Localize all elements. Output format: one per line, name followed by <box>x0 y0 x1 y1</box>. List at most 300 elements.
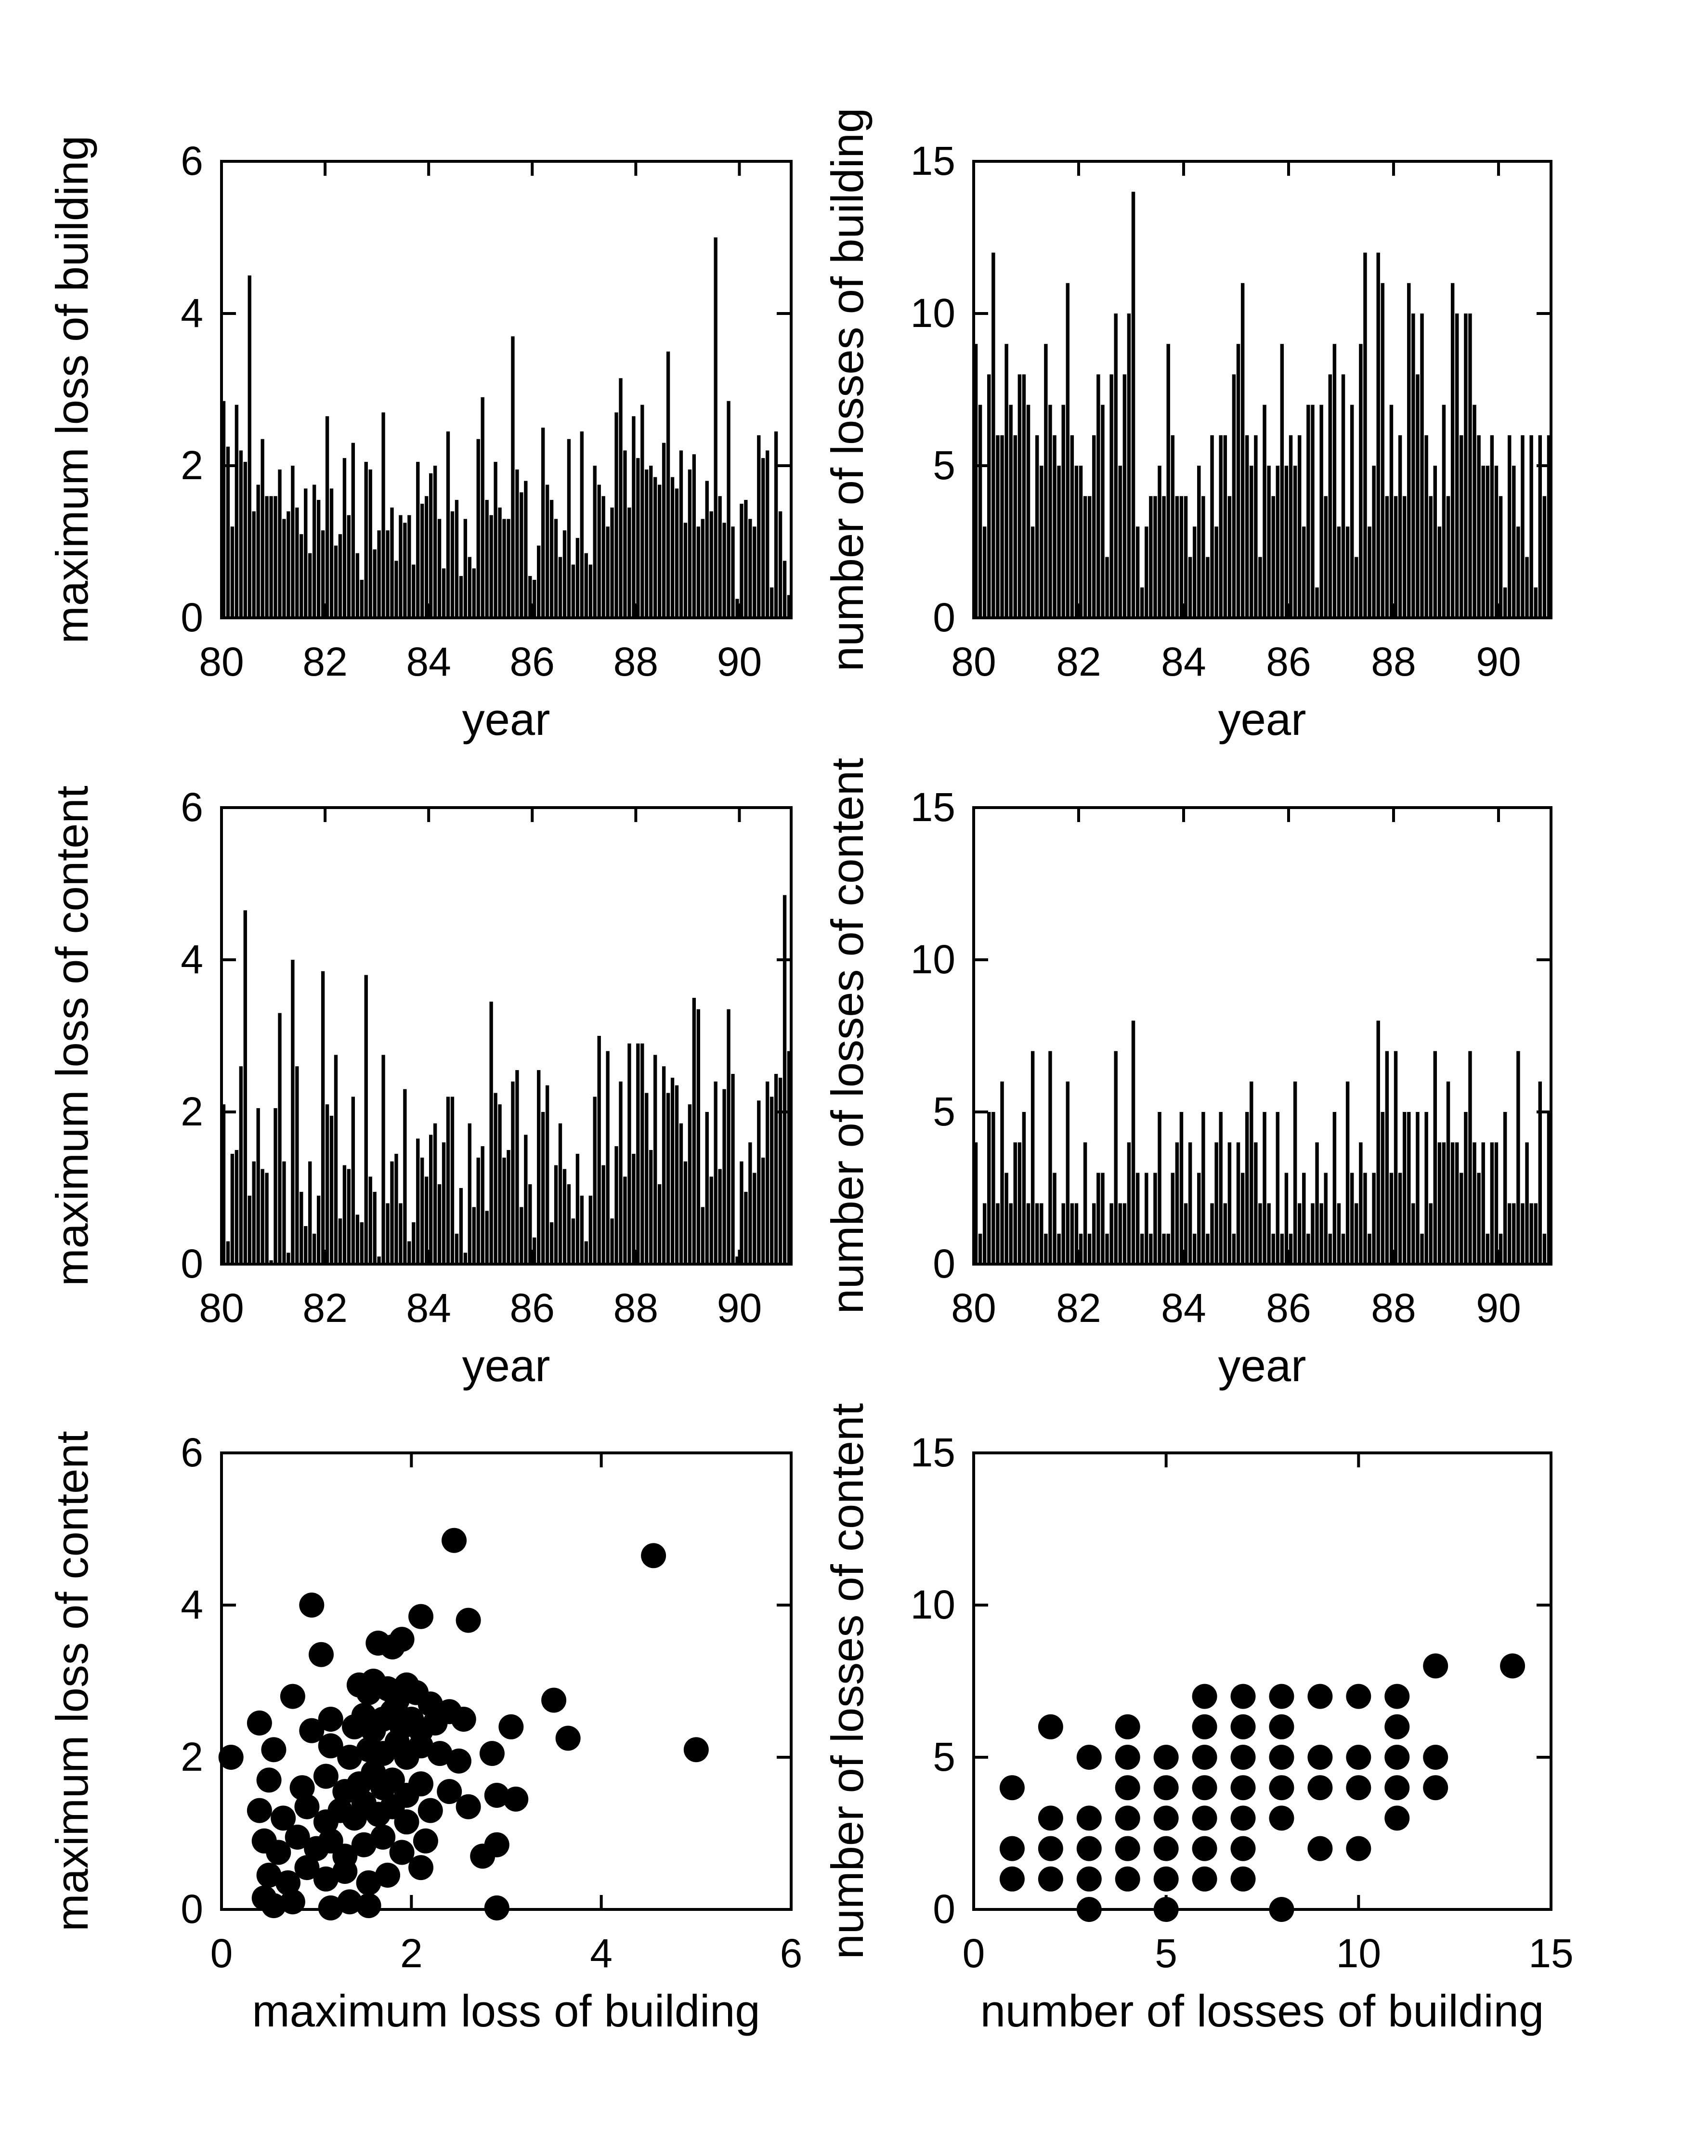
bar <box>701 1207 704 1265</box>
bar <box>1263 1112 1266 1264</box>
bar <box>1490 1142 1494 1264</box>
bar <box>1188 557 1192 618</box>
bar <box>636 1044 639 1264</box>
bar <box>308 553 312 618</box>
bar <box>580 431 584 618</box>
bar <box>1337 1203 1341 1264</box>
data-point <box>247 1798 272 1823</box>
bar <box>1455 1142 1459 1264</box>
bar <box>770 1097 773 1264</box>
bar <box>718 1169 721 1265</box>
bar <box>658 1184 661 1264</box>
bar <box>1512 1203 1515 1264</box>
y-tick-label: 4 <box>181 290 203 336</box>
y-tick-label: 15 <box>910 784 955 830</box>
bar <box>524 481 527 618</box>
data-point <box>408 1771 433 1796</box>
bar <box>369 1176 372 1264</box>
data-point <box>456 1794 481 1819</box>
subplot-max-loss-building-by-year <box>181 138 791 684</box>
bar <box>679 450 683 618</box>
bar <box>1363 1173 1367 1264</box>
bar <box>640 405 644 618</box>
data-point <box>484 1895 509 1921</box>
bar <box>774 1074 778 1264</box>
bar <box>1424 1112 1428 1264</box>
bar <box>653 1055 657 1265</box>
bar <box>1171 1173 1174 1264</box>
bar <box>640 1044 644 1264</box>
y-axis-label-scatter-num-losses-content: number of losses of content <box>822 1403 873 1960</box>
bar <box>576 538 579 618</box>
bar <box>757 435 760 618</box>
bar <box>1381 283 1384 618</box>
bar <box>1372 466 1375 618</box>
bar <box>1014 1142 1017 1264</box>
bar <box>1004 344 1008 618</box>
bar <box>265 496 268 618</box>
bar <box>619 378 622 618</box>
bar <box>748 1142 752 1264</box>
bar <box>1140 1234 1144 1264</box>
x-tick-label: 80 <box>951 1285 996 1331</box>
y-tick-label: 15 <box>910 138 955 183</box>
bar <box>1241 283 1244 618</box>
bars-series <box>222 895 791 1264</box>
bar <box>425 496 428 618</box>
x-tick-label: 82 <box>302 1285 348 1331</box>
bar <box>1057 466 1060 618</box>
bar <box>261 1169 264 1265</box>
x-tick-label: 88 <box>613 1285 659 1331</box>
bar <box>244 462 247 618</box>
bar <box>257 1108 260 1264</box>
bar <box>433 466 437 618</box>
bar <box>645 1093 648 1265</box>
x-tick-label: 84 <box>406 1285 451 1331</box>
data-point <box>1384 1684 1409 1709</box>
bar <box>1193 1234 1196 1264</box>
bar <box>1319 1203 1323 1264</box>
bar <box>1101 405 1104 618</box>
bar <box>1022 1112 1026 1264</box>
bar <box>546 485 549 618</box>
data-point <box>480 1741 505 1766</box>
x-tick-label: 84 <box>1161 1285 1206 1331</box>
bar <box>317 1196 320 1264</box>
bar <box>1280 344 1284 618</box>
bar <box>1368 526 1371 618</box>
y-axis-label-max-loss-building: maximum loss of building <box>47 135 97 644</box>
bar <box>1096 1173 1100 1264</box>
bar <box>472 568 476 618</box>
data-point <box>413 1829 438 1854</box>
bar <box>714 237 717 618</box>
bar <box>1503 1112 1507 1264</box>
bar <box>274 1108 277 1264</box>
x-tick-label: 90 <box>717 639 762 684</box>
x-tick-label: 90 <box>717 1285 762 1331</box>
bar <box>598 1036 601 1264</box>
bar <box>589 1196 592 1264</box>
data-point <box>1192 1714 1217 1739</box>
x-axis-label-scatter-num-losses-building: number of losses of building <box>980 1986 1544 2036</box>
bar <box>1048 405 1052 618</box>
bar <box>1521 435 1524 618</box>
bar <box>1280 1234 1284 1264</box>
y-tick-label: 0 <box>933 1241 955 1286</box>
bar <box>1342 1234 1345 1264</box>
bar <box>438 1184 441 1264</box>
data-point <box>1077 1836 1102 1861</box>
bar <box>498 1104 501 1264</box>
bar <box>1359 344 1362 618</box>
bar <box>1416 1112 1419 1264</box>
bar <box>684 1162 687 1264</box>
bar <box>485 1211 489 1264</box>
data-point <box>318 1707 343 1732</box>
bar <box>1337 526 1341 618</box>
bar <box>662 1066 665 1264</box>
bar <box>572 1218 575 1264</box>
data-point <box>1154 1805 1179 1830</box>
bar <box>1434 466 1437 618</box>
bar <box>304 1226 307 1264</box>
bar <box>1267 466 1270 618</box>
bar <box>1372 1173 1375 1264</box>
bar <box>1250 466 1253 618</box>
bar <box>407 515 411 618</box>
bar <box>1009 405 1012 618</box>
bar <box>381 412 385 618</box>
bar <box>446 431 450 618</box>
bar <box>779 511 782 618</box>
bar <box>714 1082 717 1264</box>
y-tick-label: 6 <box>181 784 203 830</box>
bar <box>554 519 558 618</box>
bar <box>731 1074 734 1264</box>
bar <box>416 462 419 618</box>
bar <box>1525 557 1528 618</box>
y-tick-label: 10 <box>910 937 955 982</box>
bar <box>610 1218 613 1264</box>
bar <box>1237 344 1240 618</box>
data-point <box>299 1593 324 1618</box>
data-point <box>1038 1867 1063 1892</box>
bar <box>1385 1051 1389 1264</box>
data-point <box>1231 1714 1256 1739</box>
bar <box>541 1112 545 1264</box>
data-point <box>1154 1867 1179 1892</box>
bar <box>433 1124 437 1264</box>
bar <box>1293 1082 1297 1264</box>
bar <box>442 568 445 618</box>
bar <box>550 500 553 618</box>
bar <box>978 1234 982 1264</box>
data-point <box>257 1767 282 1792</box>
y-axis-label-max-loss-content: maximum loss of content <box>47 785 97 1286</box>
bar <box>1250 1082 1253 1264</box>
data-point <box>418 1798 443 1823</box>
bar <box>1145 1173 1148 1264</box>
bar <box>295 508 299 618</box>
data-point <box>1346 1836 1371 1861</box>
bar <box>1306 1234 1310 1264</box>
bar <box>1044 344 1047 618</box>
x-tick-label: 80 <box>199 1285 244 1331</box>
bar <box>1539 1082 1542 1264</box>
bar <box>766 1082 769 1264</box>
bar <box>235 1150 238 1264</box>
bar <box>248 1196 251 1264</box>
bar <box>559 557 562 618</box>
bar <box>347 1169 351 1265</box>
bar <box>481 1146 484 1264</box>
data-point <box>1500 1653 1525 1678</box>
bar <box>399 1203 402 1264</box>
bar <box>403 523 406 618</box>
data-point <box>503 1787 528 1812</box>
bar <box>658 485 661 618</box>
bar <box>740 1162 743 1264</box>
bar <box>1368 1234 1371 1264</box>
data-point <box>1077 1745 1102 1770</box>
bar <box>1534 588 1537 618</box>
bar <box>1333 344 1336 618</box>
x-tick-label: 5 <box>1155 1931 1178 1976</box>
bar <box>429 1135 432 1264</box>
bar <box>770 588 773 618</box>
bar <box>606 1051 609 1264</box>
data-point <box>1000 1775 1025 1800</box>
y-tick-label: 4 <box>181 1582 203 1627</box>
bar <box>537 1070 540 1264</box>
bar <box>1486 466 1489 618</box>
data-point <box>1307 1775 1332 1800</box>
bar <box>1031 1051 1034 1264</box>
bar <box>593 466 597 618</box>
data-point <box>684 1737 709 1762</box>
x-tick-label: 84 <box>1161 639 1206 684</box>
bar <box>688 1104 691 1264</box>
data-point <box>1154 1836 1179 1861</box>
bar <box>541 428 545 618</box>
bar <box>1035 1203 1039 1264</box>
bar <box>1180 496 1183 618</box>
bar <box>1267 1203 1270 1264</box>
data-point <box>498 1714 523 1739</box>
bar <box>1254 1142 1257 1264</box>
bar <box>1132 192 1135 618</box>
bar <box>783 561 786 618</box>
bar <box>472 1207 476 1265</box>
bar <box>226 1241 230 1264</box>
bar <box>446 1097 450 1264</box>
bar <box>502 519 506 618</box>
bar <box>365 462 368 618</box>
bar <box>515 470 519 618</box>
x-tick-label: 86 <box>509 639 555 684</box>
x-tick-label: 90 <box>1476 1285 1521 1331</box>
bar <box>1464 314 1467 618</box>
subplot-content-loss-vs-building-loss <box>181 1430 802 1976</box>
bar <box>1468 314 1472 618</box>
bar <box>1434 1051 1437 1264</box>
bar <box>226 447 230 618</box>
bar <box>727 401 730 618</box>
data-point <box>1000 1867 1025 1892</box>
bar <box>1105 1234 1108 1264</box>
bar <box>1184 496 1187 618</box>
bar <box>1543 1234 1546 1264</box>
data-point <box>1115 1714 1140 1739</box>
bar <box>666 1093 670 1265</box>
bar <box>1066 1082 1069 1264</box>
bar <box>1293 466 1297 618</box>
x-tick-label: 82 <box>1056 1285 1101 1331</box>
bar <box>1319 405 1323 618</box>
bar <box>1162 496 1165 618</box>
bar <box>1420 1234 1423 1264</box>
bar <box>576 1154 579 1264</box>
bar <box>1350 1173 1354 1264</box>
bar <box>1070 435 1074 618</box>
bar <box>671 477 674 618</box>
bar <box>684 523 687 618</box>
bar <box>1245 435 1249 618</box>
bar <box>1162 1234 1165 1264</box>
data-point <box>356 1893 381 1918</box>
data-point <box>1038 1836 1063 1861</box>
data-point <box>1269 1745 1294 1770</box>
bar <box>308 1162 312 1264</box>
bar <box>1158 466 1161 618</box>
bar <box>1175 496 1179 618</box>
bar <box>740 504 743 618</box>
bar <box>498 508 501 618</box>
bar <box>1481 466 1485 618</box>
bar <box>1092 1203 1095 1264</box>
bar <box>248 275 251 618</box>
data-point <box>1307 1745 1332 1770</box>
bar <box>1499 496 1502 618</box>
bar <box>239 1066 243 1264</box>
bar <box>1127 1142 1131 1264</box>
bar <box>1468 1051 1472 1264</box>
bar <box>334 1055 338 1265</box>
bar <box>1438 1142 1441 1264</box>
bar <box>399 515 402 618</box>
bar <box>515 1070 519 1264</box>
bar <box>326 1104 329 1264</box>
data-point <box>556 1726 581 1751</box>
x-tick-label: 84 <box>406 639 451 684</box>
bar <box>563 1169 566 1265</box>
bar <box>511 336 514 618</box>
bar <box>1359 1142 1362 1264</box>
bar <box>1201 1112 1205 1264</box>
bar <box>688 470 691 618</box>
bar <box>1350 405 1354 618</box>
bar <box>1201 496 1205 618</box>
bar <box>464 1253 467 1264</box>
bar <box>1206 1234 1209 1264</box>
bar <box>459 576 463 618</box>
data-point <box>1077 1867 1102 1892</box>
data-point <box>1269 1714 1294 1739</box>
bar <box>679 1124 683 1264</box>
bar <box>1153 1173 1157 1264</box>
bar <box>1451 1142 1454 1264</box>
x-axis-label-scatter-max-loss-building: maximum loss of building <box>252 1986 760 2036</box>
y-tick-label: 15 <box>910 1430 955 1475</box>
bar <box>507 1150 510 1264</box>
bar <box>1298 1203 1301 1264</box>
bar <box>1473 1142 1476 1264</box>
bar <box>1473 405 1476 618</box>
bar <box>1014 435 1017 618</box>
bar <box>1512 466 1515 618</box>
bar <box>1109 1203 1113 1264</box>
bar <box>1132 1020 1135 1264</box>
bar <box>330 488 333 618</box>
bar <box>477 439 480 618</box>
data-point <box>1038 1714 1063 1739</box>
x-axis-label-year-2: year <box>1218 694 1306 745</box>
bar <box>244 910 247 1264</box>
bar <box>1197 1173 1200 1264</box>
bar <box>766 450 769 618</box>
bar <box>1101 1173 1104 1264</box>
bar <box>1018 374 1021 618</box>
data-point <box>442 1528 467 1553</box>
bar <box>489 1002 493 1264</box>
bar <box>1061 1203 1065 1264</box>
bar <box>282 1162 286 1264</box>
bar <box>1311 1203 1314 1264</box>
x-axis-label-year-3: year <box>462 1340 550 1391</box>
bar <box>744 1192 747 1264</box>
bar <box>1539 435 1542 618</box>
bar <box>1398 435 1402 618</box>
bar <box>996 1203 999 1264</box>
bar <box>1175 1142 1179 1264</box>
data-point <box>1115 1745 1140 1770</box>
bar <box>653 477 657 618</box>
bar <box>1197 466 1200 618</box>
x-tick-label: 90 <box>1476 639 1521 684</box>
bar <box>1394 1051 1397 1264</box>
bar <box>278 470 281 618</box>
bar <box>1206 557 1209 618</box>
bar <box>697 526 700 618</box>
bar <box>369 470 372 618</box>
bar <box>326 416 329 618</box>
bar <box>779 1078 782 1264</box>
bar <box>619 1082 622 1264</box>
bar <box>1004 1173 1008 1264</box>
bar <box>468 1124 471 1264</box>
bar <box>313 485 316 618</box>
data-point <box>1346 1684 1371 1709</box>
bar <box>231 1154 234 1264</box>
bar <box>627 1044 631 1264</box>
data-point <box>1423 1653 1448 1678</box>
bar <box>783 895 786 1264</box>
bar <box>601 496 605 618</box>
x-tick-label: 86 <box>1266 1285 1311 1331</box>
subplot-content-count-vs-building-count <box>911 1430 1574 1976</box>
